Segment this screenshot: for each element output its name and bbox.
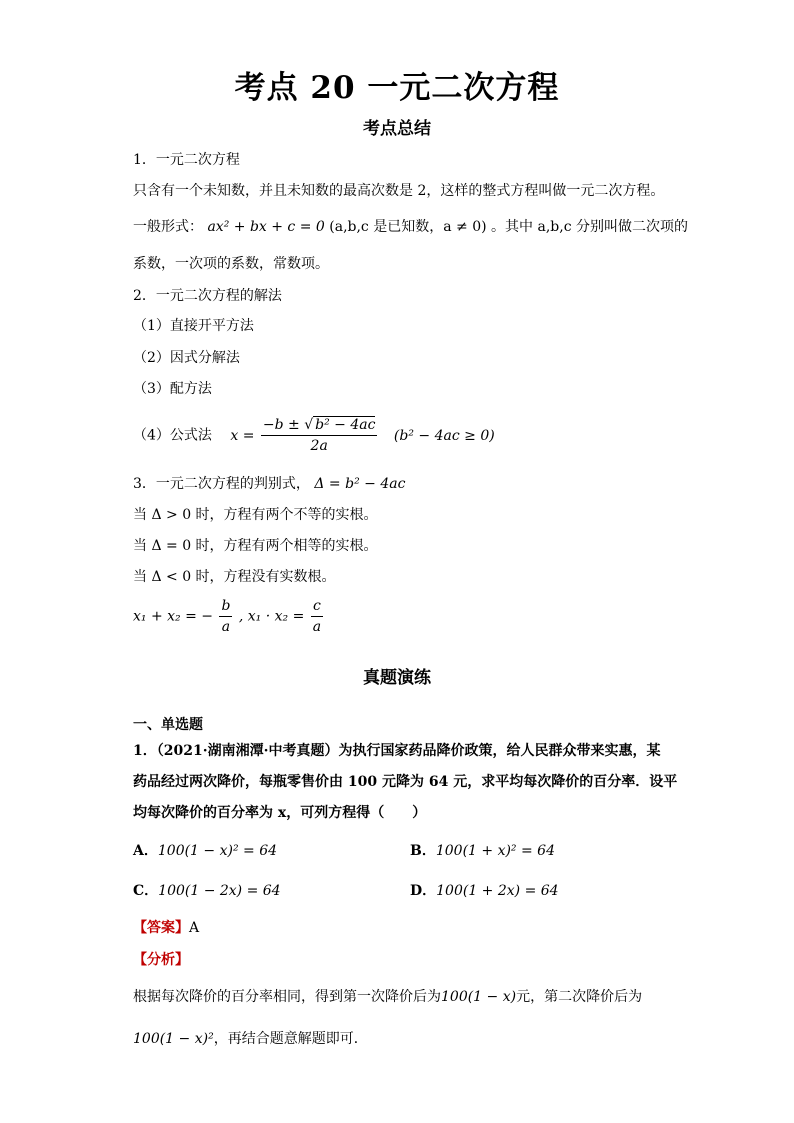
vieta-prod-lhs: , x₁ · x₂ = bbox=[238, 608, 305, 625]
option-d bbox=[410, 880, 559, 900]
analysis-part: 根据每次降价的百分率相同，得到第一次降价后为 bbox=[133, 989, 441, 1005]
section-2-title: 2．一元二次方程的解法 bbox=[133, 288, 282, 304]
vieta-fraction-c-over-a bbox=[311, 596, 323, 637]
definition-text: 只含有一个未知数，并且未知数的最高次数是 2，这样的整式方程叫做一元二次方程。 bbox=[133, 183, 665, 199]
vieta-den: a bbox=[221, 619, 231, 635]
vieta-num: c bbox=[311, 596, 323, 617]
general-form-line bbox=[133, 217, 688, 237]
option-expr: 100(1 − 2x) = 64 bbox=[158, 883, 281, 899]
formula-denominator: 2a bbox=[310, 438, 328, 454]
discriminant-formula: Δ = b² − 4ac bbox=[314, 476, 406, 492]
answer-tag: 【答案】 bbox=[133, 920, 189, 936]
option-expr: 100(1 − x)² = 64 bbox=[157, 843, 278, 859]
option-label: C． bbox=[133, 883, 159, 899]
answer-line bbox=[133, 918, 199, 938]
general-form-condition: (a,b,c 是已知数，a ≠ 0) bbox=[329, 219, 487, 235]
analysis-tag: 【分析】 bbox=[133, 952, 189, 968]
vieta-sum-lhs: x₁ + x₂ = − bbox=[133, 608, 214, 625]
formula-num-part: −b ± bbox=[262, 417, 300, 433]
section-1-title: 1．一元二次方程 bbox=[133, 152, 240, 168]
page-title: 考点 20 一元二次方程 bbox=[234, 70, 560, 106]
question-text: 1．（2021·湖南湘潭·中考真题）为执行国家药品降价政策，给人民群众带来实惠，某 bbox=[133, 743, 661, 759]
option-label: D． bbox=[410, 883, 437, 899]
answer-value: A bbox=[189, 920, 200, 936]
option-a bbox=[133, 840, 277, 860]
discriminant-line bbox=[133, 474, 405, 494]
general-form-suffix: 。其中 a,b,c 分别叫做二次项的 bbox=[491, 219, 688, 235]
quadratic-formula-line bbox=[133, 415, 495, 456]
section-label: 一、单选题 bbox=[133, 717, 203, 733]
method-item: （2）因式分解法 bbox=[133, 350, 240, 366]
option-expr: 100(1 + x)² = 64 bbox=[435, 843, 555, 859]
analysis-expr: 100(1 − x)² bbox=[133, 1031, 214, 1047]
coefficients-text: 系数，一次项的系数，常数项。 bbox=[133, 256, 329, 272]
analysis-text bbox=[133, 1029, 368, 1049]
analysis-expr: 100(1 − x) bbox=[441, 989, 517, 1005]
option-expr: 100(1 + 2x) = 64 bbox=[436, 883, 559, 899]
option-label: B． bbox=[410, 843, 436, 859]
quadratic-formula-fraction bbox=[261, 415, 378, 456]
discriminant-case: 当 Δ > 0 时，方程有两个不等的实根。 bbox=[133, 507, 378, 523]
summary-heading: 考点总结 bbox=[363, 119, 431, 139]
discriminant-case: 当 Δ < 0 时，方程没有实数根。 bbox=[133, 569, 336, 585]
method-item: （1）直接开平方法 bbox=[133, 318, 254, 334]
vieta-den: a bbox=[312, 619, 322, 635]
general-form-prefix: 一般形式： bbox=[133, 219, 203, 235]
analysis-part: ，再结合题意解题即可． bbox=[213, 1031, 368, 1047]
discriminant-case: 当 Δ = 0 时，方程有两个相等的实根。 bbox=[133, 538, 378, 554]
question-text: 均每次降价的百分率为 x，可列方程得（ ） bbox=[133, 805, 427, 821]
option-c bbox=[133, 880, 281, 900]
method-item: （4）公式法 bbox=[133, 427, 212, 444]
section-3-title: 3．一元二次方程的判别式， bbox=[133, 476, 310, 492]
method-item: （3）配方法 bbox=[133, 381, 212, 397]
option-label: A． bbox=[133, 843, 158, 859]
formula-num-sqrt: b² − 4ac bbox=[315, 417, 376, 433]
analysis-tag-line bbox=[133, 950, 189, 970]
question-text: 药品经过两次降价，每瓶零售价由 100 元降为 64 元，求平均每次降价的百分率．设平 bbox=[133, 774, 678, 790]
analysis-text bbox=[133, 987, 642, 1007]
vieta-fraction-b-over-a bbox=[219, 596, 232, 637]
formula-condition: (b² − 4ac ≥ 0) bbox=[393, 427, 495, 444]
analysis-part: 元，第二次降价后为 bbox=[516, 989, 643, 1005]
practice-heading: 真题演练 bbox=[363, 668, 431, 688]
option-b bbox=[410, 840, 555, 860]
vieta-num: b bbox=[219, 596, 232, 617]
formula-lhs: x = bbox=[230, 427, 255, 444]
general-form-formula: ax² + bx + c = 0 bbox=[207, 219, 325, 235]
vieta-formulas bbox=[133, 596, 325, 637]
formula-numerator: −b ± √ b² − 4ac bbox=[261, 415, 378, 436]
